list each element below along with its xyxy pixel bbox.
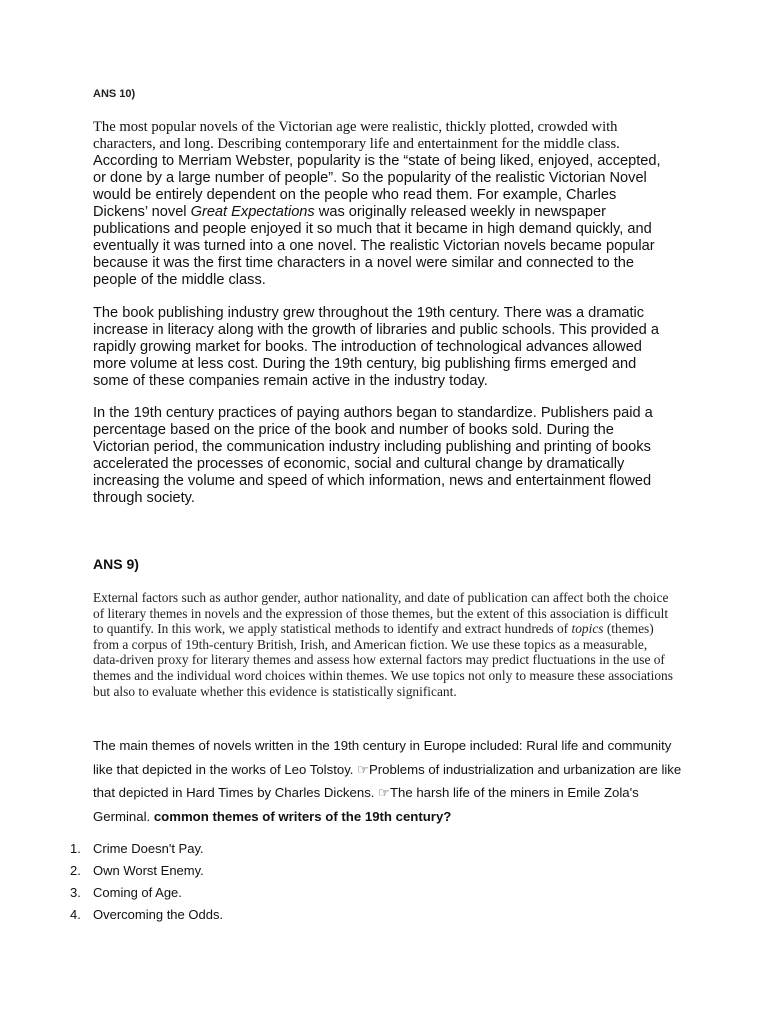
ans9-abstract-topics: topics [571, 621, 604, 637]
ans10-paragraph-1 [93, 119, 673, 289]
ans10-heading: ANS 10) [93, 88, 136, 100]
ans9-abstract-b: (themes) from a corpus of 19th-century British, Irish, and American fiction. We use these topics as a measurable, data-driven proxy for literary themes and assess how external factors may predict fluctuations in the use of themes and the individual word choices within themes. We use topics not only to measure these associations but also to evaluate whether this evidence is statistically significant. [93, 621, 673, 699]
list-item [70, 860, 223, 882]
list-item-number: 3. [70, 885, 81, 900]
list-item [70, 904, 223, 926]
list-item-text: Own Worst Enemy. [93, 863, 204, 878]
ans10-p1-sans-a: According to Merriam Webster, popularity is the “state of being liked, enjoyed, accepted, or done by a large number of people”. So the popularity of the realistic Victorian Novel would be entirely dependent on the people who read them. For example, Charles Dickens’ novel [93, 153, 661, 220]
ans9-themes-text: The main themes of novels written in the 19th century in Europe included: Rural life and community like that depicted in the works of Leo Tolstoy. ☞Problems of industrialization and urbanization are like that depicted in Hard Times by Charles Dickens. ☞The harsh life of the miners in Emile Zola's Germinal. [93, 738, 682, 824]
list-item-text: Crime Doesn't Pay. [93, 841, 204, 856]
list-item-number: 2. [70, 863, 81, 878]
ans10-paragraph-3: In the 19th century practices of paying authors began to standardize. Publishers paid a percentage based on the price of the book and number of books sold. During the Victorian period, the communication industry including publishing and printing of books accelerated the processes of economic, social and cultural change by dramatically increasing the volume and speed of which information, news and entertainment flowed through society. [93, 405, 653, 506]
ans10-p1-serif: The most popular novels of the Victorian age were realistic, thickly plotted, crowded with characters, and long. Describing contemporary life and entertainment for the middle class. [93, 119, 620, 152]
list-item [70, 838, 223, 860]
ans9-themes-paragraph [93, 734, 683, 828]
ans9-themes-bold: common themes of writers of the 19th century? [153, 808, 452, 824]
ans9-abstract-a: External factors such as author gender, author nationality, and date of publication can affect both the choice of literary themes in novels and the expression of those themes, but the extent of this association is difficult to quantify. In this work, we apply statistical methods to identify and extract hundreds of [93, 590, 669, 637]
list-item-number: 4. [70, 907, 81, 922]
list-item-text: Overcoming the Odds. [93, 907, 224, 922]
ans9-abstract [93, 590, 673, 699]
ans10-p1-title: Great Expectations [190, 204, 315, 220]
ans10-paragraph-2: The book publishing industry grew throughout the 19th century. There was a dramatic increase in literacy along with the growth of libraries and public schools. This provided a rapidly growing market for books. The introduction of technological advances allowed more volume at less cost. During the 19th century, big publishing firms emerged and some of these companies remain active in the industry today. [93, 305, 659, 389]
ans10-p1-sans-b: was originally released weekly in newspaper publications and people enjoyed it so much that it became in high demand quickly, and eventually it was turned into a one novel. The realistic Victorian novels became popular because it was the first time characters in a novel were similar and connected to the people of the middle class. [93, 204, 655, 288]
list-item [70, 882, 223, 904]
ans9-heading: ANS 9) [93, 556, 139, 572]
list-item-text: Coming of Age. [93, 885, 182, 900]
list-item-number: 1. [70, 841, 81, 856]
themes-list [70, 838, 223, 926]
